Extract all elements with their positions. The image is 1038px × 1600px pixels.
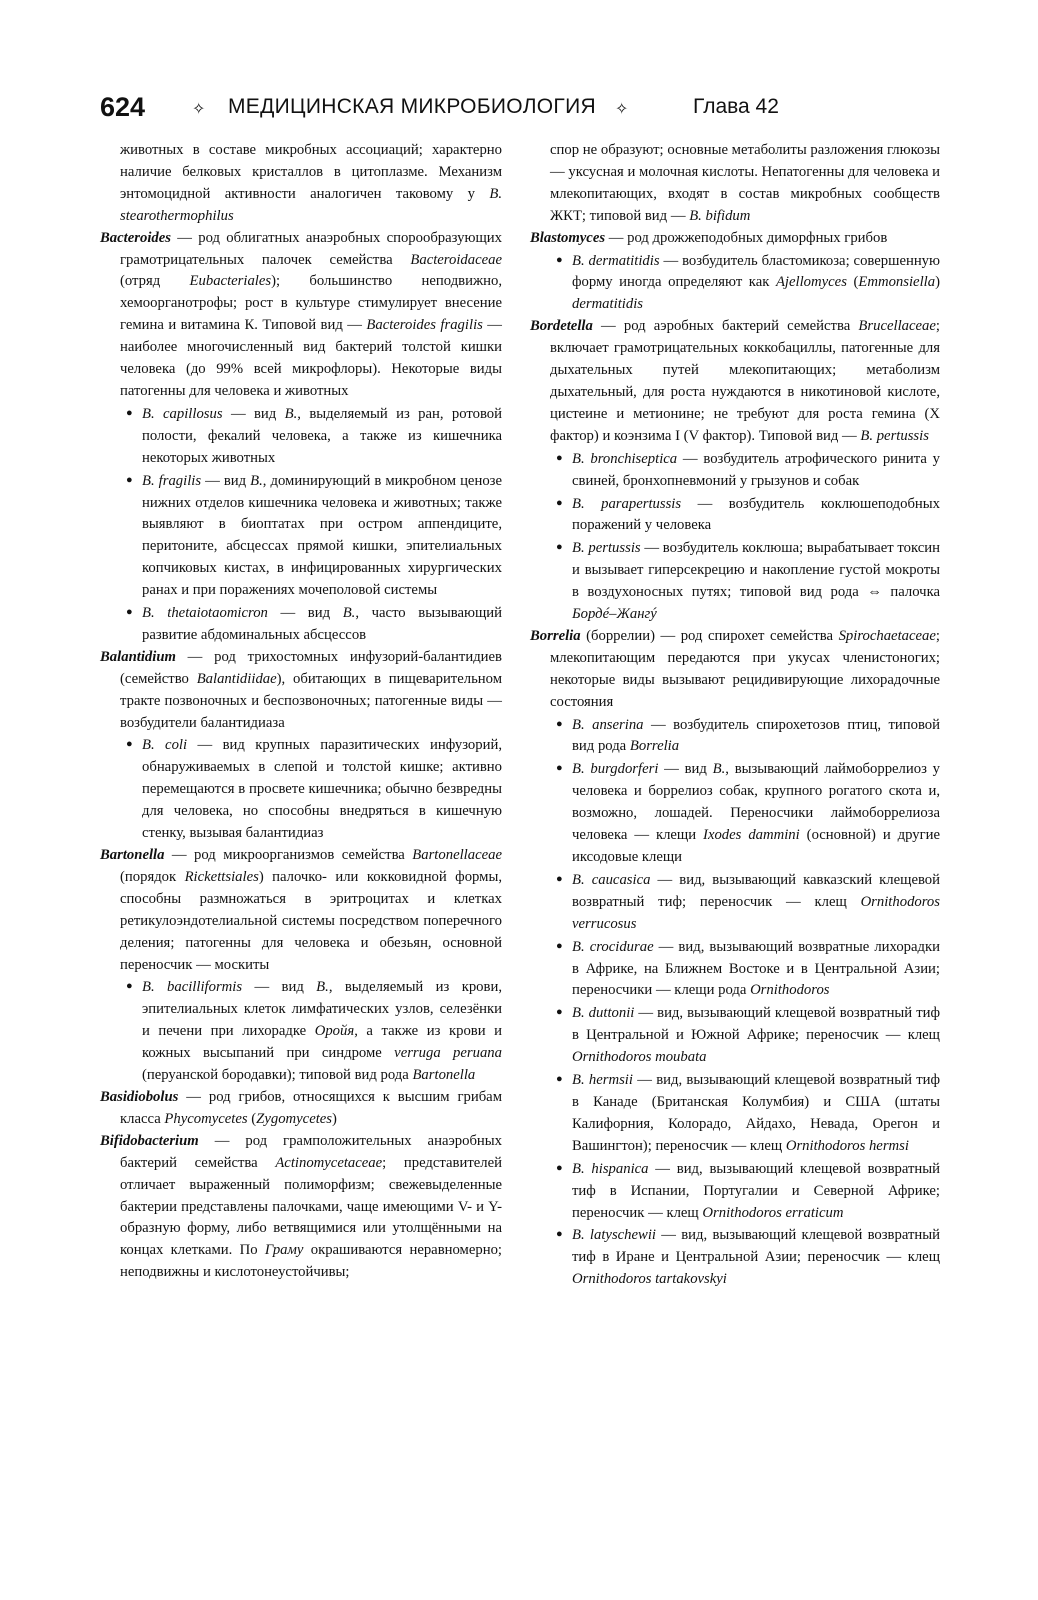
entry-text: — вид <box>658 761 713 778</box>
species-list-item <box>530 537 940 626</box>
latin-name: B. <box>316 979 329 996</box>
species-list-item <box>100 976 502 1087</box>
entry-text: — род дрожжеподобных диморфных грибов <box>605 229 888 246</box>
bullet-icon: ● <box>556 1006 563 1019</box>
bullet-icon: ● <box>556 1228 563 1241</box>
latin-name: Bacteroidaceae <box>410 251 502 268</box>
latin-name: Rickettsiales <box>184 868 259 885</box>
species-list-item <box>530 1158 940 1225</box>
latin-name: B. capillosus <box>142 405 223 422</box>
running-title: МЕДИЦИНСКАЯ МИКРОБИОЛОГИЯ <box>228 95 596 118</box>
entry-text: , выделяемый из крови, эпителиальных клеток лимфатических узлов, селезёнки и печени при лихорадке <box>142 979 502 1040</box>
chapter-label: Глава 42 <box>693 95 779 118</box>
bullet-icon: ● <box>556 253 563 266</box>
entry-text: , выделяемый из ран, ротовой полости, фекалий человека, а также из кишечника некоторых животных <box>142 405 502 466</box>
species-list-item <box>530 1224 940 1291</box>
species-list-item <box>100 602 502 647</box>
entry-text: ( <box>846 274 859 291</box>
bullet-icon: ● <box>556 1161 563 1174</box>
latin-name: B. pertussis <box>572 540 641 557</box>
latin-name: B. stearothermophilus <box>120 185 502 224</box>
latin-name: B. thetaiotaomicron <box>142 605 268 622</box>
entry-text: — род грамположительных анаэробных бактерий семейства <box>120 1132 502 1171</box>
header-separator-icon: ✧ <box>615 101 629 118</box>
entry-text: — вид крупных паразитических инфузорий, обнаруживаемых в слепой и толстой кишке; активно перемещаются в просвете кишечника; обычно безвредны для человека, но способны внедряться в кишечную стенку, вызывая балантидиаз <box>142 737 503 842</box>
latin-name: Ornithodoros tartakovskyi <box>572 1271 727 1288</box>
bullet-icon: ● <box>126 738 133 751</box>
species-list-item <box>100 403 502 470</box>
entry-text: — вид <box>267 605 343 622</box>
latin-name: Bartonella <box>412 1067 476 1084</box>
latin-name: B. caucasica <box>572 871 651 888</box>
entry-term: Bacteroides <box>100 229 171 246</box>
latin-name: Eubacteriales <box>189 273 272 290</box>
latin-name: Граму <box>264 1242 304 1259</box>
latin-name: Balantidiidae <box>196 670 277 687</box>
latin-name: Ornithodoros moubata <box>572 1049 707 1066</box>
entry-text: ), обитающих в пищеварительном тракте позвоночных и беспозвоночных; патогенные виды — возбудители балантидиаза <box>120 670 502 731</box>
entry-text: — возбудитель атрофического ринита у свиней, бронхопневмоний у грызунов и собак <box>572 450 940 489</box>
bullet-icon: ● <box>556 717 563 730</box>
glossary-entry <box>100 1131 502 1284</box>
latin-name: Бордé–Жангý <box>572 606 657 623</box>
entry-text: — вид, вызывающий клещевой возвратный тиф в Испании, Португалии и Северной Африке; переносчик — клещ <box>572 1160 940 1221</box>
entry-term: Balantidium <box>100 648 176 665</box>
species-list-item <box>530 869 940 936</box>
latin-name: B. hermsii <box>572 1072 633 1089</box>
latin-name: B. bacilliformis <box>142 979 243 996</box>
latin-name: Emmonsiella <box>858 274 936 291</box>
entry-text: , часто вызывающий развитие абдоминальных абсцессов <box>142 605 502 643</box>
entry-text: (отряд <box>120 273 190 290</box>
entry-text: — род облигатных анаэробных спорообразующих грамотрицательных палочек семейства <box>120 229 502 268</box>
latin-name: B. anserina <box>572 716 644 733</box>
entry-term: Bartonella <box>100 847 165 863</box>
bullet-icon: ● <box>556 872 563 885</box>
latin-name: Brucellaceae <box>858 318 936 335</box>
latin-name: B. fragilis <box>142 472 202 489</box>
bullet-icon: ● <box>556 1073 563 1086</box>
bullet-icon: ● <box>126 406 133 419</box>
latin-name: Ajellomyces <box>775 274 847 291</box>
entry-text: (перуанской бородавки); типовой вид рода <box>142 1067 413 1084</box>
entry-text: ); большинство неподвижно, хемоорганотрофы; рост в культуре стимулирует внесение гемина и витамина К. Типовой вид — <box>120 273 502 334</box>
entry-text: — вид, вызывающий клещевой возвратный тиф в Канаде (Британская Колумбия) и США (штаты Калифорния, Колорадо, Айдахо, Невада, Орегон и Вашингтон); переносчик — клещ <box>572 1072 940 1154</box>
species-list-item <box>530 758 940 869</box>
bullet-icon: ● <box>126 473 133 486</box>
latin-name: B. <box>250 472 263 489</box>
entry-text: ; включает грамотрицательных коккобациллы, патогенные для дыхательных путей млекопитающих; метаболизм дыхательный, для роста нуждаются в никотиновой кислоте, цистеине и метионине; не требуют для роста гемина (X фактор) и коэнзима I (V фактор). Типовой вид — <box>550 318 940 444</box>
latin-name: B. coli <box>142 737 188 754</box>
latin-name: Ornithodoros erraticum <box>702 1204 844 1221</box>
latin-name: B. pertussis <box>860 427 929 444</box>
species-list-item <box>530 936 940 1003</box>
entry-term: Blastomyces <box>530 229 606 246</box>
bullet-icon: ● <box>556 541 563 554</box>
entry-text: — род микроорганизмов семейства <box>164 847 413 863</box>
species-list-item <box>530 250 940 317</box>
entry-text: — вид <box>242 979 317 996</box>
right-column <box>530 140 940 1291</box>
entry-text: — возбудитель коклюша; вырабатывает токсин и вызывает гиперсекрецию и накопление густой мокроты в воздухоносных путях; типовой вид рода ⇔ палочка <box>572 540 940 601</box>
entry-text: — возбудитель коклюшеподобных поражений у человека <box>572 495 940 534</box>
latin-name: verruga peruana <box>394 1045 502 1062</box>
entry-text: (боррелии) — род спирохет семейства <box>580 627 839 644</box>
bullet-icon: ● <box>556 939 563 952</box>
latin-name: Phycomycetes <box>164 1110 248 1127</box>
bullet-icon: ● <box>556 496 563 509</box>
entry-text: — род грибов, относящихся к высшим грибам класса <box>120 1088 502 1127</box>
bullet-icon: ● <box>126 980 133 993</box>
glossary-entry <box>530 228 940 250</box>
latin-name: Ornithodoros hermsi <box>785 1137 909 1154</box>
entry-text: ; млекопитающим передаются при укусах членистоногих; некоторые виды вызывают рецидивирующие лихорадочные состояния <box>550 627 940 710</box>
entry-text: — вид, вызывающий возвратные лихорадки в Африке, на Ближнем Востоке и в Центральной Азии; переносчики — клещи рода <box>572 938 940 999</box>
latin-name: B. <box>284 405 298 422</box>
entry-text: животных в составе микробных ассоциаций; характерно наличие белковых кристаллов в цитоплазме. Механизм энтомоцидной активности аналогичен таковому у <box>120 142 502 202</box>
latin-name: B. parapertussis <box>572 495 682 512</box>
entry-text: — вид <box>201 472 251 489</box>
latin-name: Ornithodoros <box>750 982 830 999</box>
species-list-item <box>530 714 940 759</box>
entry-text: — род аэробных бактерий семейства <box>592 318 859 335</box>
species-list-item <box>100 470 502 602</box>
entry-text: окрашиваются неравномерно; неподвижны и кислотонеустойчивы; <box>120 1242 502 1281</box>
latin-name: B. hispanica <box>572 1160 649 1177</box>
continued-text <box>100 140 502 228</box>
bullet-icon: ● <box>556 451 563 464</box>
entry-text: — возбудитель спирохетозов птиц, типовой вид рода <box>572 716 940 755</box>
entry-text: , вызывающий лаймоборрелиоз у человека и боррелиоз собак, крупного рогатого скота и, возможно, лошадей. Переносчики лаймоборрелиоза человека — клещи <box>572 761 940 844</box>
page-number: 624 <box>100 92 146 122</box>
entry-text: ; представителей отличает выраженный полиморфизм; свежевыделенные бактерии представлены палочками, чаще имеющими V- и Y-образную форму, либо ветвящимися или утолщёнными на концах клетками. По <box>120 1154 502 1259</box>
species-list-item <box>530 1069 940 1158</box>
entry-text: , а также из крови и кожных высыпаний при синдроме <box>142 1023 502 1062</box>
glossary-entry <box>530 316 940 447</box>
latin-name: B. <box>342 605 356 622</box>
latin-name: B. <box>712 761 726 778</box>
entry-text: ) <box>332 1110 337 1127</box>
entry-term: Bordetella <box>530 318 593 335</box>
entry-text: — вид, вызывающий клещевой возвратный тиф в Центральной и Южной Африке; переносчик — клещ <box>572 1005 940 1044</box>
species-list-item <box>530 493 940 538</box>
page-header <box>100 92 940 132</box>
entry-text: (основной) и другие иксодовые клещи <box>572 827 940 865</box>
bullet-icon: ● <box>126 606 133 619</box>
glossary-entry <box>530 626 940 714</box>
latin-name: B. duttonii <box>572 1005 635 1022</box>
latin-name: Ixodes dammini <box>703 827 800 844</box>
entry-text: — род трихостомных инфузорий-балантидиев (семейство <box>120 648 502 687</box>
latin-name: B. crocidurae <box>572 938 654 955</box>
latin-name: Zygomycetes <box>256 1110 333 1127</box>
species-list-item <box>530 1002 940 1069</box>
glossary-entry <box>100 228 502 403</box>
continued-text <box>530 140 940 228</box>
latin-name: B. burgdorferi <box>572 761 659 778</box>
entry-term: Borrelia <box>530 627 581 644</box>
entry-text: , доминирующий в микробном ценозе нижних отделов кишечника человека и животных; также выявляют в биоптатах при остром аппендиците, перитоните, абсцессах прямой кишки, эпителиальных копчиковых кистах, в инфицированных хирургических ранах и при поражениях мочеполовой системы <box>142 472 502 599</box>
latin-name: Оройя <box>314 1023 355 1040</box>
entry-text: — вид, вызывающий кавказский клещевой возвратный тиф; переносчик — клещ <box>572 871 940 910</box>
entry-text: ) <box>935 274 940 291</box>
glossary-entry <box>100 647 502 735</box>
entry-text: — вид, вызывающий клещевой возвратный тиф в Иране и Центральной Азии; переносчик — клещ <box>572 1227 940 1266</box>
latin-name: B. bifidum <box>689 207 751 224</box>
latin-name: Actinomycetaceae <box>275 1154 383 1171</box>
glossary-entry <box>100 1087 502 1131</box>
latin-name: dermatitidis <box>572 296 643 313</box>
entry-text: (порядок <box>120 868 185 885</box>
latin-name: Bacteroides fragilis <box>366 317 483 334</box>
species-list-item <box>530 448 940 493</box>
entry-text: — наиболее многочисленный вид бактерий толстой кишки человека (до 99% всей микрофлоры). Некоторые виды патогенны для человека и животных <box>120 317 502 399</box>
entry-text: — вид <box>222 405 285 422</box>
entry-text: ) палочко- или кокковидной формы, способны размножаться в эритроцитах и клетках ретикулоэндотелиальной системы посредством поперечного деления; патогенны для человека и обезьян, основной переносчик — москиты <box>120 868 502 973</box>
glossary-entry <box>100 845 502 976</box>
latin-name: B. bronchiseptica <box>572 450 678 467</box>
latin-name: Bartonellaceae <box>412 847 502 863</box>
bullet-icon: ● <box>556 762 563 775</box>
header-separator-icon: ✧ <box>192 101 206 118</box>
species-list-item <box>100 734 502 845</box>
latin-name: Ornithodoros verrucosus <box>572 893 940 932</box>
latin-name: Spirochaetaceae <box>838 627 936 644</box>
latin-name: B. latyschewii <box>572 1227 656 1244</box>
left-column <box>100 140 502 1284</box>
entry-term: Basidiobolus <box>100 1088 179 1105</box>
entry-term: Bifidobacterium <box>100 1132 199 1149</box>
entry-text: — возбудитель бластомикоза; совершенную форму иногда определяют как <box>572 252 941 291</box>
latin-name: Borrelia <box>629 738 680 755</box>
latin-name: B. dermatitidis <box>572 252 660 269</box>
entry-text: ( <box>247 1110 257 1127</box>
entry-text: спор не образуют; основные метаболиты разложения глюкозы — уксусная и молочная кислоты. Непатогенны для человека и млекопитающих, входят в состав микробных сообществ ЖКТ; типовой вид — <box>550 142 940 224</box>
